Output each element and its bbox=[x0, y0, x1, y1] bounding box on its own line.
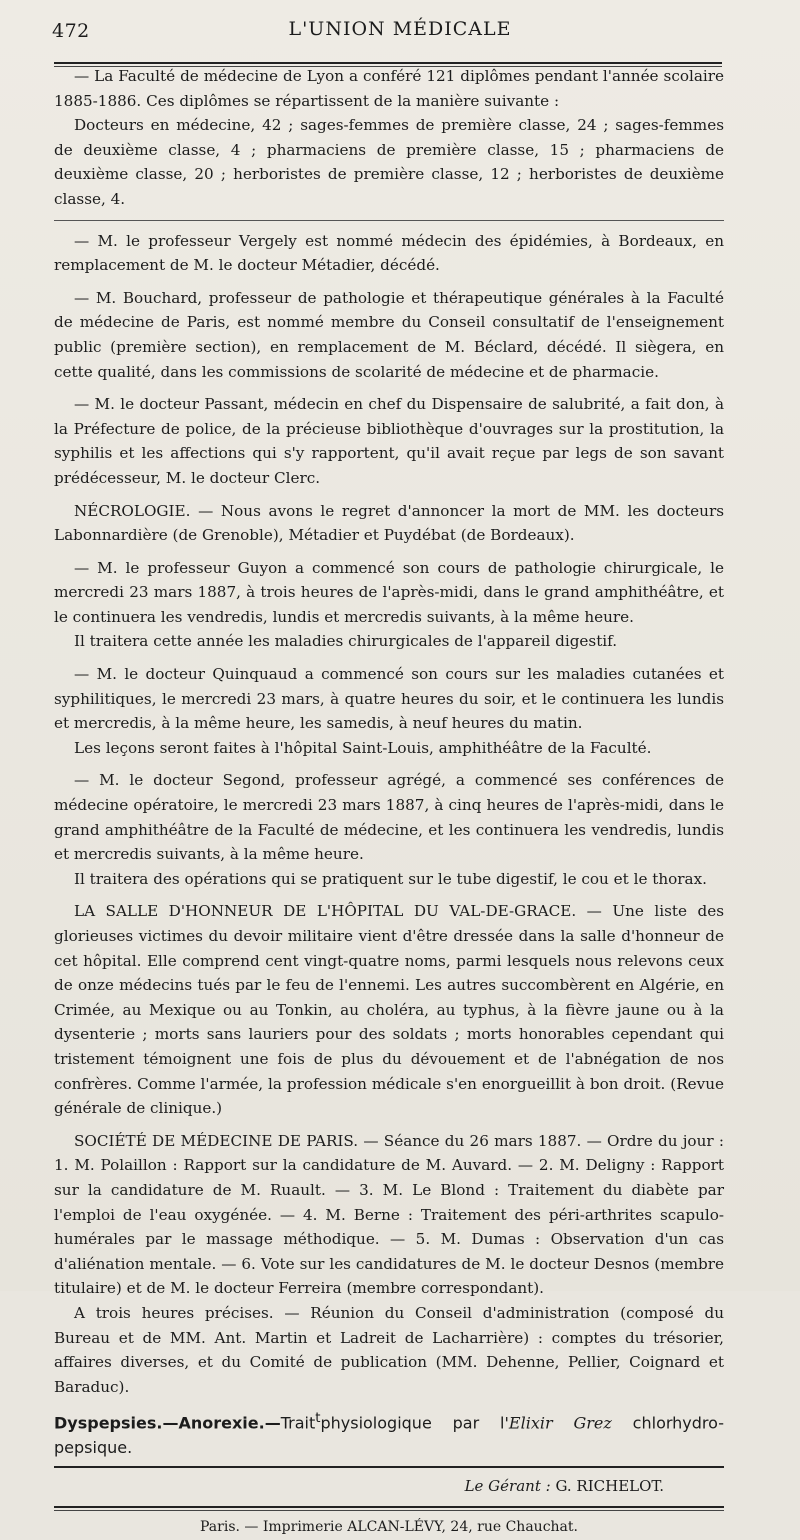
paragraph-line: — M. Bouchard, professeur de pathologie et thérapeutique générales à la Faculté de médecine de Paris, est nommé membre du Conseil consultatif de l'enseignement public (première section), en remplacement de M. Béclard, décédé. Il siègera, en cette qualité, dans les commissions de scolarité de médecine et de pharmacie. bbox=[54, 288, 724, 381]
paragraph-line: NÉCROLOGIE. — Nous avons le regret d'annoncer la mort de MM. les docteurs Labonnardière (de Grenoble), Métadier et Puydébat (de Bordeaux). bbox=[54, 501, 724, 545]
paragraph-guyon bbox=[54, 556, 724, 654]
running-title: L'UNION MÉDICALE bbox=[288, 18, 512, 40]
printer-imprint: Paris. — Imprimerie ALCAN-LÉVY, 24, rue Chauchat. bbox=[200, 1519, 578, 1536]
paragraph-line: SOCIÉTÉ DE MÉDECINE DE PARIS. — Séance du 26 mars 1887. — Ordre du jour : 1. M. Polaillon : Rapport sur la candidature de M. Auvard. — 2. M. Deligny : Rapport sur la candidature de M. Ruault. — 3. M. Le Blond : Traitement du diabète par l'emploi de l'eau oxygénée. — 4. M. Berne : Traitement des péri-arthrites scapulo-humérales par le massage méthodique. — 5. M. Dumas : Observation d'un cas d'aliénation mentale. — 6. Vote sur les candidatures de M. le docteur Desnos (membre titulaire) et de M. le docteur Ferreira (membre correspondant). bbox=[54, 1131, 724, 1298]
paragraph-line: — M. le professeur Guyon a commencé son cours de pathologie chirurgicale, le mercredi 23 mars 1887, à trois heures de l'après-midi, dans le grand amphithéâtre, et le continuera les vendredis, lundis et mercredis suivants, à la même heure. bbox=[54, 558, 724, 626]
paragraph-line: — M. le professeur Vergely est nommé médecin des épidémies, à Bordeaux, en remplacement de M. le docteur Métadier, décédé. bbox=[54, 231, 724, 275]
advertisement bbox=[54, 1407, 724, 1459]
paragraph-lyon-diplomas bbox=[54, 64, 724, 212]
imprint-rule bbox=[54, 1506, 724, 1508]
signature-name: G. RICHELOT. bbox=[555, 1476, 664, 1495]
article-body bbox=[54, 64, 724, 1540]
paragraph-necrologie bbox=[54, 499, 724, 548]
advert-product: Elixir Grez bbox=[508, 1413, 612, 1433]
paragraph-line: — M. le docteur Segond, professeur agrégé, a commencé ses conférences de médecine opératoire, le mercredi 23 mars 1887, à cinq heures de l'après-midi, dans le grand amphithéâtre de la Faculté de médecine, et les continuera les vendredis, lundis et mercredis suivants, à la même heure. bbox=[54, 771, 724, 864]
paragraph-segond bbox=[54, 768, 724, 891]
paragraph-line: — M. le docteur Quinquaud a commencé son cours sur les maladies cutanées et syphilitiques, le mercredi 23 mars, à quatre heures du soir, et le continuera les lundis et mercredis, à la même heure, les samedis, à neuf heures du matin. bbox=[54, 665, 724, 733]
advert-text: Trait bbox=[280, 1413, 316, 1433]
imprint-rule-thin bbox=[54, 1510, 724, 1511]
paragraph-quinquaud bbox=[54, 662, 724, 760]
signature-label: Le Gérant : bbox=[464, 1476, 551, 1495]
advert-rule bbox=[54, 1466, 724, 1468]
paragraph-line: Les leçons seront faites à l'hôpital Saint-Louis, amphithéâtre de la Faculté. bbox=[74, 738, 652, 757]
paragraph-line: Il traitera des opérations qui se pratiquent sur le tube digestif, le cou et le thorax. bbox=[74, 869, 707, 888]
advert-text: physiologique par l' bbox=[320, 1413, 509, 1433]
paragraph-line: — La Faculté de médecine de Lyon a conféré 121 diplômes pendant l'année scolaire 1885-1886. Ces diplômes se répartissent de la manière suivante : bbox=[54, 67, 724, 110]
paragraph-line: Il traitera cette année les maladies chirurgicales de l'appareil digestif. bbox=[74, 632, 618, 651]
paragraph-line: — M. le docteur Passant, médecin en chef du Dispensaire de salubrité, a fait don, à la Préfecture de police, de la précieuse bibliothèque d'ouvrages sur la prostitution, la syphilis et les affections qui s'y rapportent, qu'il avait reçue par legs de son savant prédécesseur, M. le docteur Clerc. bbox=[54, 395, 724, 487]
paragraph-line: LA SALLE D'HONNEUR DE L'HÔPITAL DU VAL-DE-GRACE. — Une liste des glorieuses victimes du devoir militaire vient d'être dressée dans la salle d'honneur de cet hôpital. Elle comprend cent vingt-quatre noms, parmi lesquels nous relevons ceux de onze médecins tués par le feu de l'ennemi. Les autres succombèrent en Algérie, en Crimée, au Mexique ou au Tonkin, au choléra, au typhus, à la fièvre jaune ou à la dysenterie ; morts sans lauriers pour des soldats ; morts honorables cependant qui tristement témoignent une fois de plus du dévouement et de l'abnégation de nos confrères. Comme l'armée, la profession médicale s'en enorgueillit à bon droit. (Revue générale de clinique.) bbox=[54, 902, 724, 1118]
paragraph-passant bbox=[54, 392, 724, 490]
page-number: 472 bbox=[52, 20, 90, 42]
paragraph-val-de-grace bbox=[54, 899, 724, 1120]
divider bbox=[54, 220, 724, 221]
paragraph-line: Docteurs en médecine, 42 ; sages-femmes de première classe, 24 ; sages-femmes de deuxième classe, 4 ; pharmaciens de première classe, 15 ; pharmaciens de deuxième classe, 20 ; herboristes de première classe, 12 ; herboristes de deuxième classe, 4. bbox=[54, 116, 724, 208]
signature bbox=[54, 1474, 724, 1499]
advert-text: chlorhydro-pepsique. bbox=[54, 1413, 724, 1457]
page-header bbox=[0, 14, 800, 54]
paragraph-line: A trois heures précises. — Réunion du Conseil d'administration (composé du Bureau et de MM. Ant. Martin et Ladreit de Lacharrière) : comptes du trésorier, affaires diverses, et du Comité de publication (MM. Dehenne, Pellier, Coignard et Baraduc). bbox=[54, 1303, 724, 1396]
paragraph-bouchard bbox=[54, 286, 724, 384]
paragraph-vergely bbox=[54, 229, 724, 278]
advert-superscript: t bbox=[315, 1411, 321, 1427]
advert-title: Dyspepsies.—Anorexie.— bbox=[54, 1413, 281, 1433]
paragraph-societe-medecine bbox=[54, 1129, 724, 1400]
